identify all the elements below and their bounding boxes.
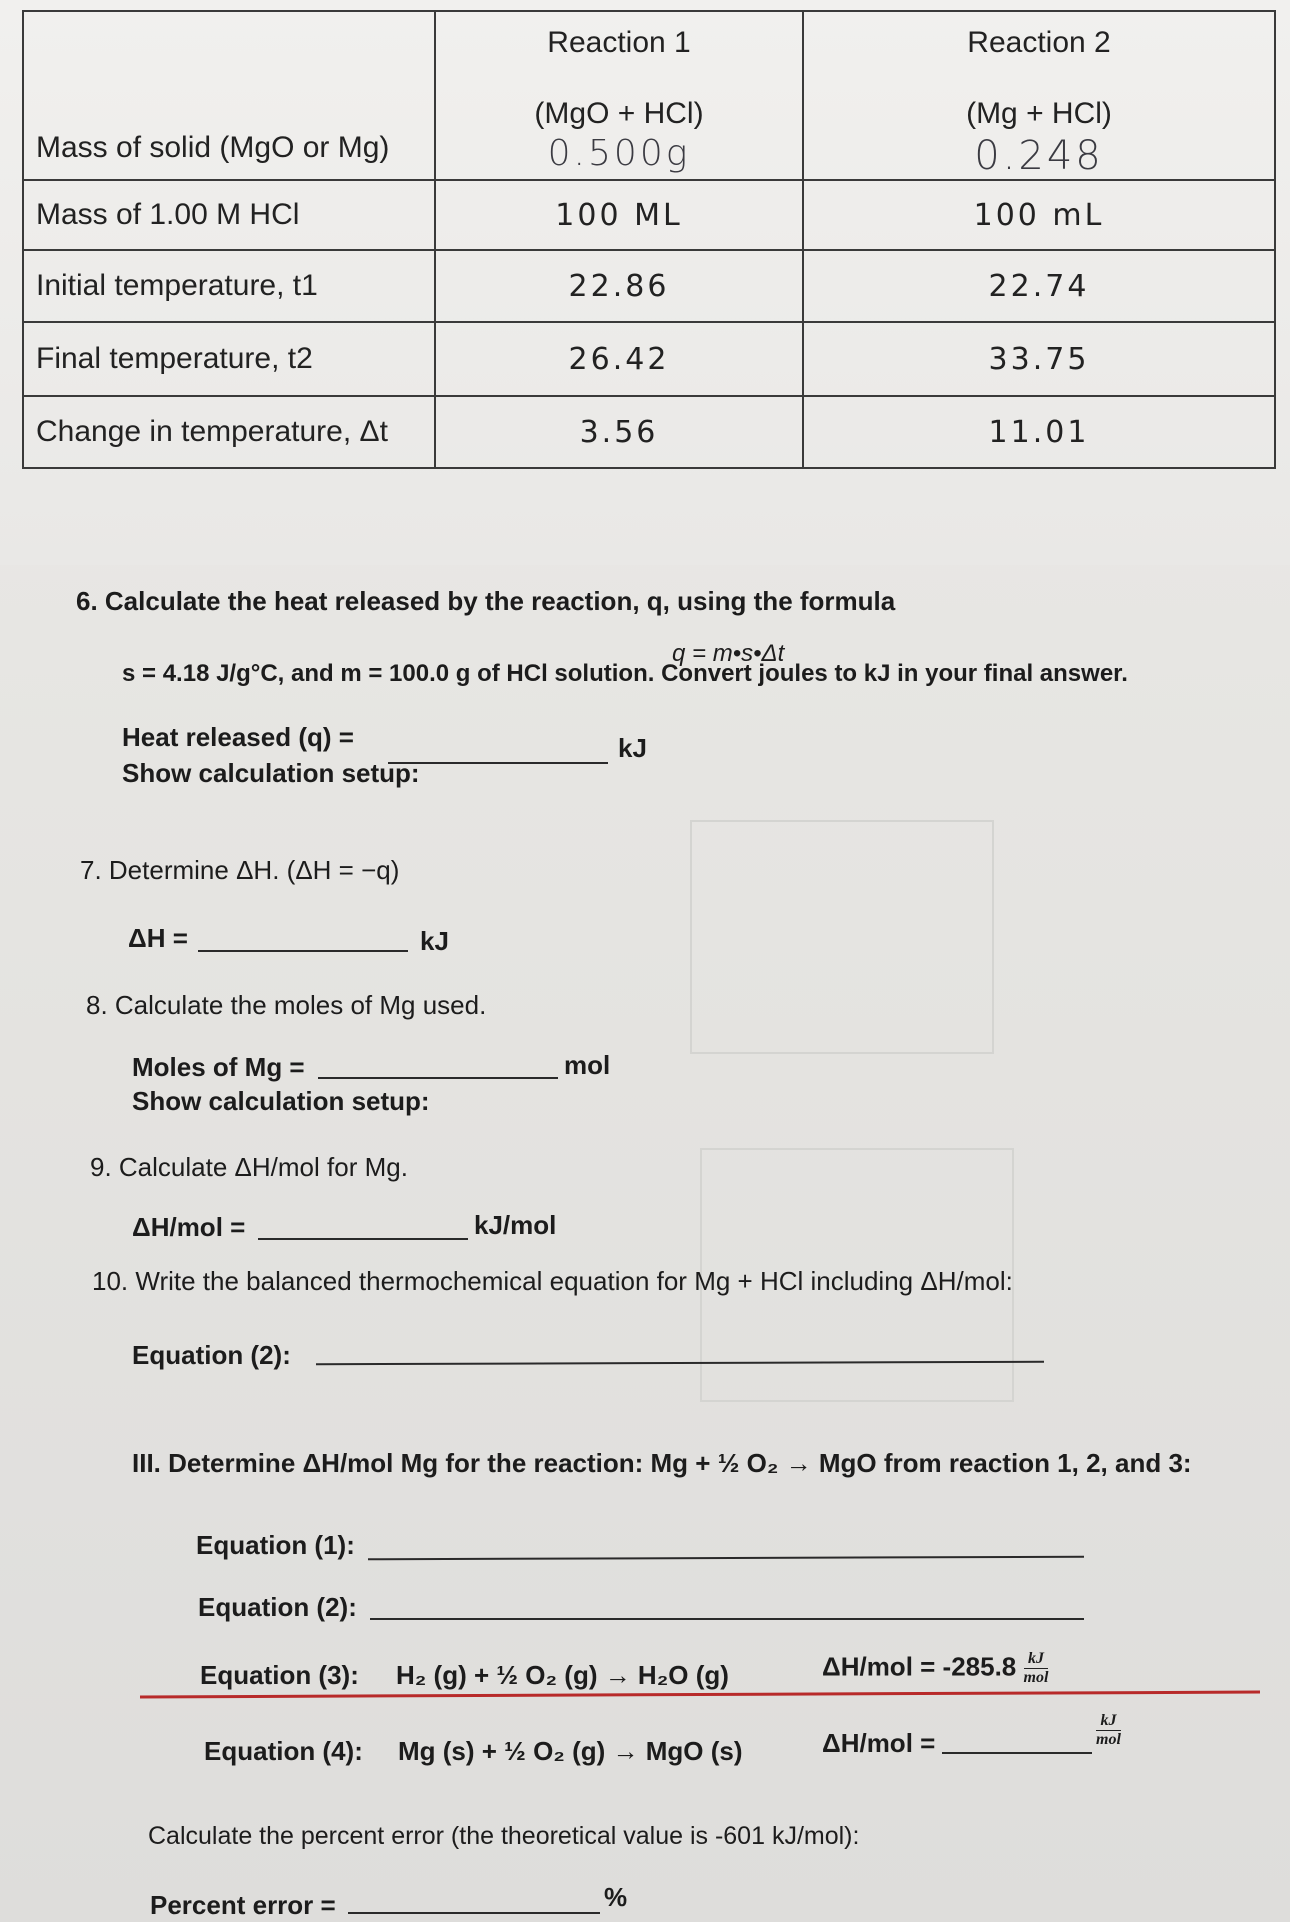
q6-setup-label: Show calculation setup:	[122, 758, 420, 788]
q6-prompt: 6. Calculate the heat released by the reaction, q, using the formula	[76, 586, 896, 616]
row-label-initial-temp: Initial temperature, t1	[23, 250, 435, 322]
q9-unit: kJ/mol	[474, 1210, 557, 1240]
q8-answer-blank[interactable]	[318, 1077, 558, 1079]
unit-numerator: kJ	[1096, 1712, 1121, 1731]
part3-eq3: H₂ (g) + ½ O₂ (g) → H₂O (g)	[396, 1660, 729, 1690]
q7-prompt: 7. Determine ΔH. (ΔH = −q)	[80, 855, 400, 885]
q6-unit: kJ	[618, 733, 647, 763]
q8-unit: mol	[564, 1050, 611, 1080]
unit-denominator: mol	[1096, 1731, 1121, 1748]
q9-answer-blank[interactable]	[258, 1238, 468, 1240]
reaction-2-formula: (Mg + HCl)	[966, 97, 1112, 130]
col-subheader-reaction-2	[803, 91, 1275, 180]
reaction-1-formula: (MgO + HCl)	[534, 97, 704, 130]
part3-eq4-dh-blank[interactable]	[942, 1752, 1092, 1754]
cell-r1-change-temp: 3.56	[435, 396, 803, 468]
part3-eq4-dh-label: ΔH/mol =	[822, 1728, 936, 1758]
part3-eq3-dh	[822, 1650, 1048, 1687]
part3-eq1-label: Equation (1):	[196, 1530, 355, 1560]
unit-denominator: mol	[1023, 1669, 1049, 1686]
cell-r2-change-temp: 11.01	[803, 396, 1275, 468]
part3-eq4-label: Equation (4):	[204, 1736, 363, 1766]
part3-eq4-unit	[1096, 1712, 1121, 1749]
row-label-change-temp: Change in temperature, Δt	[23, 396, 435, 468]
col-subheader-reaction-1	[435, 91, 803, 180]
part3-eq3-dh-value: ΔH/mol = -285.8	[822, 1651, 1017, 1682]
q9-prompt: 9. Calculate ΔH/mol for Mg.	[90, 1152, 408, 1182]
q8-answer-label: Moles of Mg =	[132, 1052, 305, 1082]
q6-answer-label: Heat released (q) =	[122, 722, 354, 752]
q8-setup-label: Show calculation setup:	[132, 1086, 430, 1116]
part3-eq4: Mg (s) + ½ O₂ (g) → MgO (s)	[398, 1736, 743, 1766]
cell-r1-mass-hcl: 100 ML	[435, 180, 803, 250]
q6-answer-blank[interactable]	[388, 762, 608, 764]
cell-r1-mass-solid: 0.500g	[547, 133, 691, 174]
percent-unit: %	[604, 1882, 628, 1912]
q9-answer-label: ΔH/mol =	[132, 1212, 246, 1242]
percent-error-prompt: Calculate the percent error (the theoretical value is -601 kJ/mol):	[148, 1822, 860, 1850]
data-table	[22, 10, 1276, 469]
part3-eq3-label: Equation (3):	[200, 1660, 359, 1690]
q10-prompt: 10. Write the balanced thermochemical equation for Mg + HCl including ΔH/mol:	[92, 1266, 1013, 1296]
percent-error-blank[interactable]	[348, 1912, 600, 1914]
q7-answer-blank[interactable]	[198, 950, 408, 952]
part3-eq2-blank[interactable]	[370, 1618, 1084, 1620]
part3-eq2-label: Equation (2):	[198, 1592, 357, 1622]
q7-unit: kJ	[420, 926, 449, 956]
row-label-final-temp: Final temperature, t2	[23, 322, 435, 396]
col-header-reaction-2: Reaction 2	[803, 11, 1275, 91]
row-label-mass-hcl: Mass of 1.00 M HCl	[23, 180, 435, 250]
part3-eq3-unit	[1024, 1650, 1049, 1687]
cell-r1-initial-temp: 22.86	[435, 250, 803, 322]
q10-answer-label: Equation (2):	[132, 1340, 291, 1370]
row-label-mass-solid: Mass of solid (MgO or Mg)	[23, 11, 435, 180]
cell-r2-mass-solid: 0.248	[974, 133, 1104, 179]
col-header-reaction-1: Reaction 1	[435, 11, 803, 91]
q7-answer-label: ΔH =	[128, 923, 188, 953]
cell-r2-initial-temp: 22.74	[803, 250, 1275, 322]
part3-eq4-unit-frac	[1096, 1712, 1121, 1749]
unit-numerator: kJ	[1024, 1650, 1049, 1669]
bleed-through-table	[690, 820, 994, 1054]
percent-error-label: Percent error =	[150, 1890, 336, 1920]
q8-prompt: 8. Calculate the moles of Mg used.	[86, 990, 487, 1020]
cell-r2-mass-hcl: 100 mL	[803, 180, 1275, 250]
cell-r1-final-temp: 26.42	[435, 322, 803, 396]
q6-given: s = 4.18 J/g°C, and m = 100.0 g of HCl solution. Convert joules to kJ in your final answer.	[122, 660, 1128, 687]
q6-formula: q = m•s•Δt	[672, 640, 785, 667]
cell-r2-final-temp: 33.75	[803, 322, 1275, 396]
part3-heading: III. Determine ΔH/mol Mg for the reaction: Mg + ½ O₂ → MgO from reaction 1, 2, and 3:	[132, 1448, 1192, 1478]
